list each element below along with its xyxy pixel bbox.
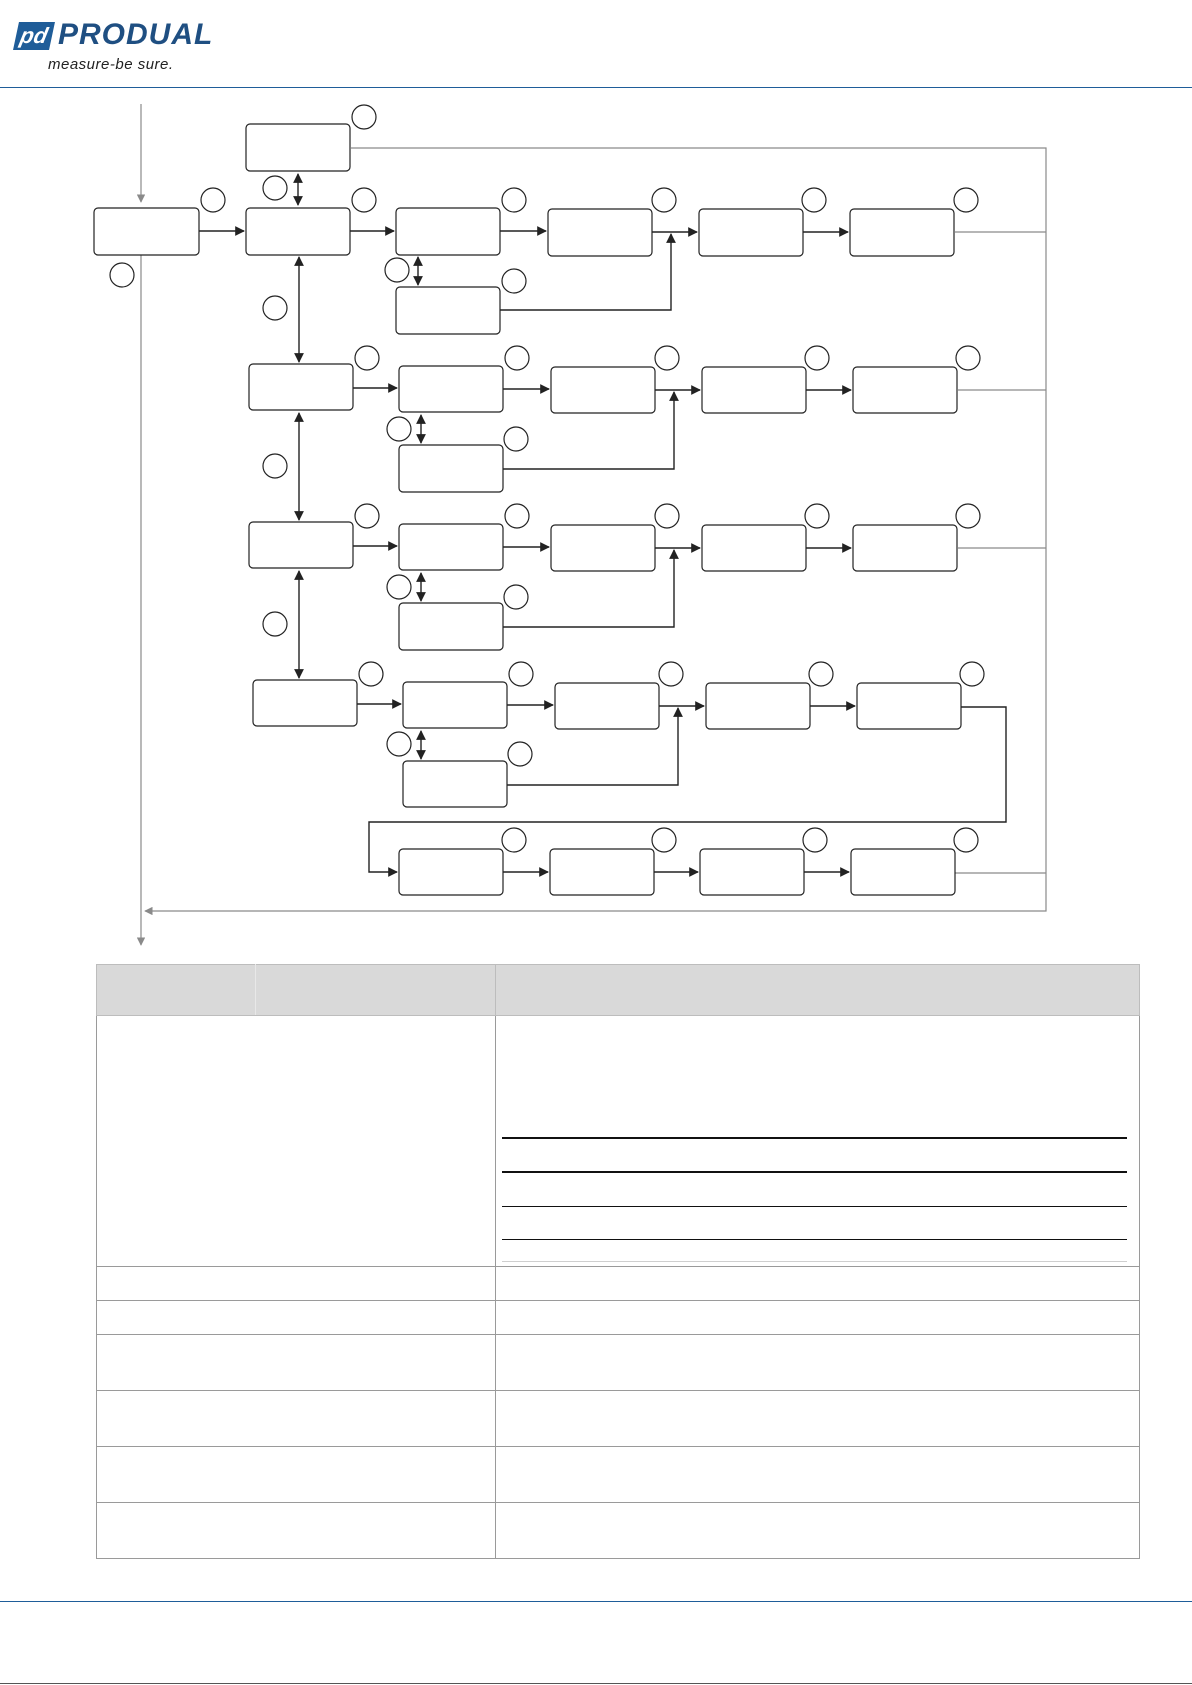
callout-circle	[504, 585, 528, 609]
callout-circle	[110, 263, 134, 287]
table-header-row	[97, 965, 1140, 1016]
table-cell	[97, 1335, 496, 1391]
callout-circle	[956, 346, 980, 370]
callout-circle	[509, 662, 533, 686]
callout-circle	[201, 188, 225, 212]
flow-box	[706, 683, 810, 729]
callout-circle	[355, 504, 379, 528]
flow-box	[94, 208, 199, 255]
footer-divider	[0, 1601, 1192, 1602]
table-cell	[97, 1267, 496, 1301]
callout-circle	[387, 417, 411, 441]
nested-row-divider	[502, 1137, 1127, 1139]
flow-box	[399, 524, 503, 570]
flow-box	[853, 367, 957, 413]
callout-circle	[504, 427, 528, 451]
table-cell	[496, 1335, 1140, 1391]
callout-circle	[502, 188, 526, 212]
callout-circle	[263, 612, 287, 636]
flow-box	[399, 445, 503, 492]
callout-circle	[263, 296, 287, 320]
flow-box	[548, 209, 652, 256]
table-cell-nested-list	[496, 1016, 1140, 1267]
flow-box	[249, 364, 353, 410]
callout-circle	[805, 504, 829, 528]
table-row	[97, 1447, 1140, 1503]
flow-box	[551, 367, 655, 413]
flow-box	[700, 849, 804, 895]
flow-box	[399, 603, 503, 650]
table-cell	[496, 1301, 1140, 1335]
callout-circle	[655, 346, 679, 370]
flow-box	[853, 525, 957, 571]
flow-box	[253, 680, 357, 726]
nested-option-list	[496, 1016, 1139, 1266]
callout-circle	[355, 346, 379, 370]
callout-circle	[352, 188, 376, 212]
logo-mark: pd	[13, 22, 55, 50]
flow-box	[249, 522, 353, 568]
flow-box	[399, 366, 503, 412]
table-row	[97, 1335, 1140, 1391]
callout-circle	[505, 346, 529, 370]
callout-circle	[502, 269, 526, 293]
table-row	[97, 1016, 1140, 1267]
callout-circle	[263, 454, 287, 478]
callout-circle	[809, 662, 833, 686]
table-header-cell	[496, 965, 1140, 1016]
flow-box	[702, 525, 806, 571]
callout-circle	[502, 828, 526, 852]
table-cell	[97, 1301, 496, 1335]
table-cell	[496, 1503, 1140, 1559]
callout-circle	[652, 828, 676, 852]
table-row	[97, 1301, 1140, 1335]
page-bottom-divider	[0, 1683, 1192, 1684]
flow-box	[857, 683, 961, 729]
table-row	[97, 1267, 1140, 1301]
callout-circle	[960, 662, 984, 686]
callout-circle	[505, 504, 529, 528]
logo-slogan: measure-be sure.	[48, 56, 174, 73]
table-cell	[97, 1016, 496, 1267]
logo-wordmark: PRODUAL	[58, 18, 214, 51]
callout-circle	[387, 732, 411, 756]
flow-box	[399, 849, 503, 895]
callout-circle	[954, 188, 978, 212]
table-header-cell	[97, 965, 256, 1016]
flow-box	[246, 208, 350, 255]
callout-circle	[956, 504, 980, 528]
flow-box	[850, 209, 954, 256]
table-cell	[97, 1391, 496, 1447]
nested-row-divider	[502, 1171, 1127, 1173]
nested-row-divider	[502, 1239, 1127, 1240]
callout-circle	[652, 188, 676, 212]
callout-circle	[802, 188, 826, 212]
flow-box	[551, 525, 655, 571]
flow-box	[246, 124, 350, 171]
table-cell	[496, 1391, 1140, 1447]
callout-circle	[659, 662, 683, 686]
callout-circle	[352, 105, 376, 129]
callout-circle	[508, 742, 532, 766]
flow-box	[396, 208, 500, 255]
callout-circle	[387, 575, 411, 599]
callout-circle	[359, 662, 383, 686]
table-cell	[496, 1447, 1140, 1503]
parameter-table	[96, 964, 1140, 1559]
table-row	[97, 1503, 1140, 1559]
flow-box	[403, 761, 507, 807]
table-header-cell	[256, 965, 496, 1016]
callout-circle	[655, 504, 679, 528]
nested-row-divider	[502, 1261, 1127, 1262]
callout-circle	[385, 258, 409, 282]
flow-box	[555, 683, 659, 729]
flow-box	[403, 682, 507, 728]
table-cell	[97, 1447, 496, 1503]
callout-circle	[805, 346, 829, 370]
nested-row-divider	[502, 1206, 1127, 1207]
flow-box	[396, 287, 500, 334]
flow-box	[699, 209, 803, 256]
callout-circle	[263, 176, 287, 200]
table-cell	[496, 1267, 1140, 1301]
table-row	[97, 1391, 1140, 1447]
flow-box	[702, 367, 806, 413]
callout-circle	[803, 828, 827, 852]
flow-box	[550, 849, 654, 895]
table-cell	[97, 1503, 496, 1559]
callout-circle	[954, 828, 978, 852]
flow-box	[851, 849, 955, 895]
